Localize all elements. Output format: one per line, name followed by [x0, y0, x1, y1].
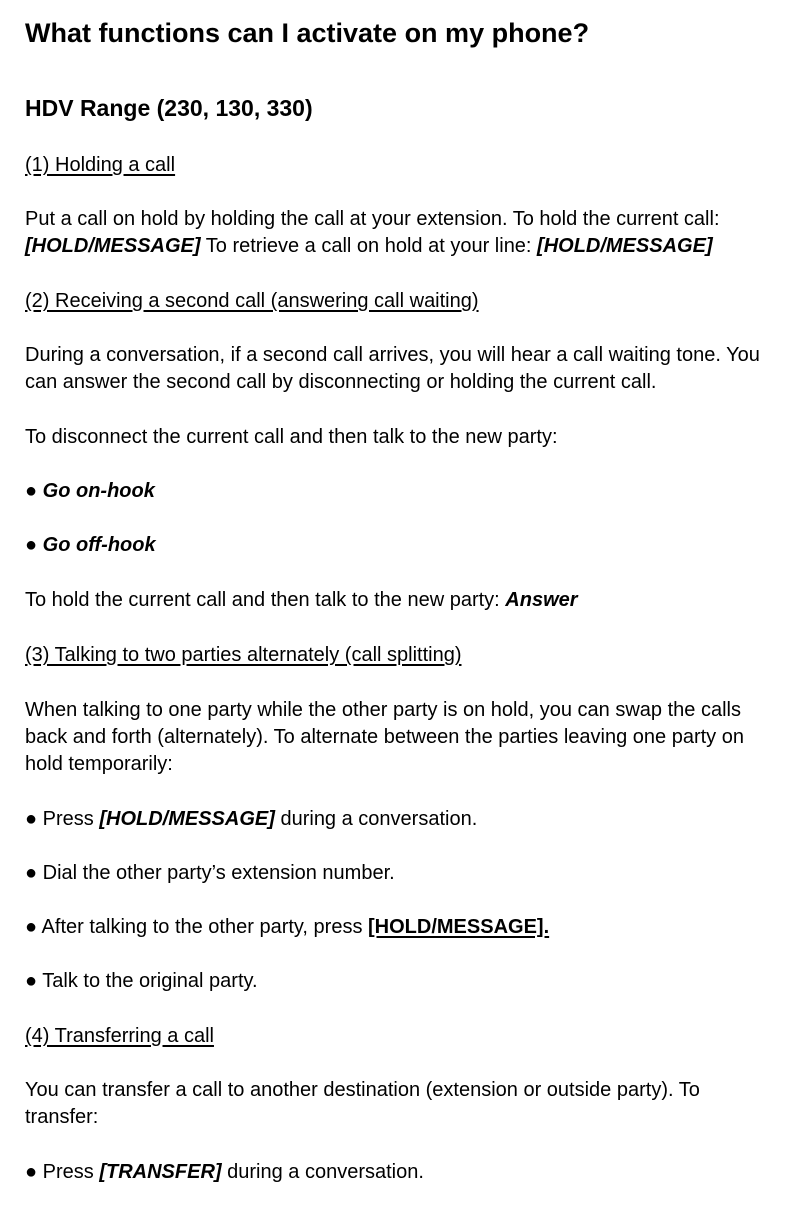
section-3-para-line-3: hold temporarily:: [25, 753, 173, 775]
retrieve-text: To retrieve a call on hold at your line:: [200, 235, 538, 257]
list-item-text: during a conversation.: [274, 808, 478, 830]
range-heading: HDV Range (230, 130, 330): [25, 95, 313, 121]
disconnect-instruction: To disconnect the current call and then talk to the new party:: [25, 426, 558, 448]
list-item: [25, 914, 549, 941]
bullet-icon: ●: [25, 1161, 38, 1183]
list-item-text: After talking to the other party, press: [37, 916, 369, 938]
section-4-heading: (4) Transferring a call: [25, 1025, 214, 1047]
list-item-text: Talk to the original party.: [37, 970, 258, 992]
list-item: [25, 860, 395, 887]
bullet-icon: ●: [25, 534, 38, 556]
hold-message-key: [HOLD/MESSAGE]: [25, 235, 201, 257]
section-2-para-line-1: During a conversation, if a second call arrives, you will hear a call waiting tone. You: [25, 344, 760, 366]
section-3-heading: (3) Talking to two parties alternately (call splitting): [25, 644, 462, 666]
section-1-text-line-2: [25, 233, 713, 260]
section-1-heading: (1) Holding a call: [25, 154, 176, 176]
page-title: What functions can I activate on my phone?: [25, 18, 590, 48]
bullet-icon: ●: [25, 862, 38, 884]
hold-message-key: [HOLD/MESSAGE]: [537, 235, 713, 257]
bullet-icon: ●: [25, 808, 38, 830]
bullet-icon: ●: [25, 480, 38, 502]
section-4-para-line-2: transfer:: [25, 1106, 99, 1128]
hold-instruction-text: To hold the current call and then talk to the new party:: [25, 589, 506, 611]
hold-instruction: [25, 587, 578, 614]
hold-message-key: [HOLD/MESSAGE]: [99, 808, 275, 830]
list-item-text: Press: [37, 808, 100, 830]
list-item-text: Go on-hook: [42, 480, 155, 502]
transfer-key: [TRANSFER]: [99, 1161, 222, 1183]
bullet-icon: ●: [25, 970, 38, 992]
list-item: [25, 968, 258, 995]
list-item: [25, 806, 477, 833]
list-item: [25, 532, 156, 559]
bullet-icon: ●: [25, 916, 38, 938]
section-3-para-line-2: back and forth (alternately). To alternate between the parties leaving one party on: [25, 726, 744, 748]
list-item-text: during a conversation.: [221, 1161, 424, 1183]
section-2-para-line-2: can answer the second call by disconnecting or holding the current call.: [25, 371, 657, 393]
list-item-text: Go off-hook: [42, 534, 156, 556]
list-item-text: Press: [37, 1161, 100, 1183]
section-2-heading: (2) Receiving a second call (answering call waiting): [25, 290, 479, 312]
section-4-para-line-1: You can transfer a call to another destination (extension or outside party). To: [25, 1079, 700, 1101]
section-3-para-line-1: When talking to one party while the other party is on hold, you can swap the calls: [25, 699, 741, 721]
list-item: [25, 478, 155, 505]
section-1-text-line-1: Put a call on hold by holding the call at your extension. To hold the current call:: [25, 208, 720, 230]
list-item-text: Dial the other party’s extension number.: [37, 862, 395, 884]
list-item: [25, 1159, 424, 1186]
hold-message-key: [HOLD/MESSAGE].: [368, 916, 550, 938]
answer-key: Answer: [505, 589, 578, 611]
